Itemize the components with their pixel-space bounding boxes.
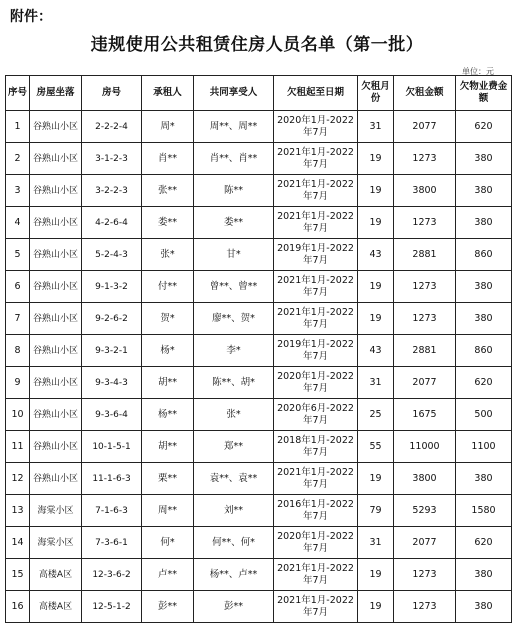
cell-co-beneficiary: 杨**、卢** bbox=[194, 559, 274, 591]
cell-index: 10 bbox=[6, 399, 30, 431]
cell-index: 12 bbox=[6, 463, 30, 495]
cell-room: 5-2-4-3 bbox=[82, 239, 142, 271]
table-row bbox=[6, 399, 512, 431]
cell-period: 2020年1月-2022年7月 bbox=[274, 111, 358, 143]
cell-tenant: 杨** bbox=[142, 399, 194, 431]
table-row bbox=[6, 527, 512, 559]
cell-co-beneficiary: 陈** bbox=[194, 175, 274, 207]
cell-co-beneficiary: 娄** bbox=[194, 207, 274, 239]
cell-months: 19 bbox=[358, 175, 394, 207]
cell-co-beneficiary: 陈**、胡* bbox=[194, 367, 274, 399]
cell-months: 31 bbox=[358, 527, 394, 559]
cell-fee-owed: 500 bbox=[456, 399, 512, 431]
cell-months: 19 bbox=[358, 271, 394, 303]
cell-location: 谷熟山小区 bbox=[30, 463, 82, 495]
cell-rent-owed: 1675 bbox=[394, 399, 456, 431]
cell-co-beneficiary: 彭** bbox=[194, 591, 274, 623]
column-header: 房号 bbox=[82, 76, 142, 111]
table-row bbox=[6, 239, 512, 271]
cell-co-beneficiary: 袁**、袁** bbox=[194, 463, 274, 495]
cell-rent-owed: 2077 bbox=[394, 111, 456, 143]
cell-index: 6 bbox=[6, 271, 30, 303]
cell-room: 10-1-5-1 bbox=[82, 431, 142, 463]
table-body bbox=[6, 111, 512, 623]
cell-months: 31 bbox=[358, 111, 394, 143]
cell-location: 谷熟山小区 bbox=[30, 111, 82, 143]
column-header: 序号 bbox=[6, 76, 30, 111]
cell-period: 2020年1月-2022年7月 bbox=[274, 367, 358, 399]
cell-period: 2016年1月-2022年7月 bbox=[274, 495, 358, 527]
cell-room: 9-3-6-4 bbox=[82, 399, 142, 431]
cell-location: 海棠小区 bbox=[30, 527, 82, 559]
cell-room: 11-1-6-3 bbox=[82, 463, 142, 495]
attachment-label: 附件： bbox=[10, 9, 52, 25]
cell-months: 43 bbox=[358, 335, 394, 367]
column-header: 欠物业费金额 bbox=[456, 76, 512, 111]
cell-fee-owed: 380 bbox=[456, 207, 512, 239]
cell-months: 19 bbox=[358, 143, 394, 175]
cell-tenant: 杨* bbox=[142, 335, 194, 367]
table-row bbox=[6, 207, 512, 239]
cell-tenant: 张** bbox=[142, 175, 194, 207]
cell-co-beneficiary: 肖**、肖** bbox=[194, 143, 274, 175]
cell-rent-owed: 3800 bbox=[394, 463, 456, 495]
cell-index: 2 bbox=[6, 143, 30, 175]
cell-room: 7-3-6-1 bbox=[82, 527, 142, 559]
cell-rent-owed: 1273 bbox=[394, 591, 456, 623]
table-row bbox=[6, 431, 512, 463]
cell-tenant: 周** bbox=[142, 495, 194, 527]
cell-tenant: 胡** bbox=[142, 367, 194, 399]
cell-room: 7-1-6-3 bbox=[82, 495, 142, 527]
page-title: 违规使用公共租赁住房人员名单（第一批） bbox=[90, 35, 424, 55]
cell-rent-owed: 5293 bbox=[394, 495, 456, 527]
cell-room: 3-2-2-3 bbox=[82, 175, 142, 207]
cell-fee-owed: 380 bbox=[456, 303, 512, 335]
cell-rent-owed: 1273 bbox=[394, 559, 456, 591]
cell-rent-owed: 2077 bbox=[394, 367, 456, 399]
cell-location: 谷熟山小区 bbox=[30, 143, 82, 175]
cell-room: 2-2-2-4 bbox=[82, 111, 142, 143]
cell-fee-owed: 380 bbox=[456, 143, 512, 175]
cell-rent-owed: 1273 bbox=[394, 207, 456, 239]
cell-index: 1 bbox=[6, 111, 30, 143]
cell-tenant: 张* bbox=[142, 239, 194, 271]
cell-rent-owed: 2881 bbox=[394, 239, 456, 271]
cell-months: 79 bbox=[358, 495, 394, 527]
cell-room: 12-3-6-2 bbox=[82, 559, 142, 591]
cell-period: 2021年1月-2022年7月 bbox=[274, 207, 358, 239]
cell-fee-owed: 620 bbox=[456, 527, 512, 559]
cell-period: 2021年1月-2022年7月 bbox=[274, 591, 358, 623]
cell-index: 7 bbox=[6, 303, 30, 335]
cell-index: 11 bbox=[6, 431, 30, 463]
cell-months: 31 bbox=[358, 367, 394, 399]
cell-room: 9-2-6-2 bbox=[82, 303, 142, 335]
cell-tenant: 周* bbox=[142, 111, 194, 143]
cell-co-beneficiary: 张* bbox=[194, 399, 274, 431]
cell-index: 3 bbox=[6, 175, 30, 207]
table-row bbox=[6, 335, 512, 367]
cell-index: 16 bbox=[6, 591, 30, 623]
cell-months: 19 bbox=[358, 207, 394, 239]
cell-months: 55 bbox=[358, 431, 394, 463]
cell-months: 19 bbox=[358, 303, 394, 335]
cell-index: 13 bbox=[6, 495, 30, 527]
cell-period: 2019年1月-2022年7月 bbox=[274, 335, 358, 367]
table-row bbox=[6, 111, 512, 143]
cell-period: 2020年1月-2022年7月 bbox=[274, 527, 358, 559]
column-header: 欠租金额 bbox=[394, 76, 456, 111]
cell-index: 5 bbox=[6, 239, 30, 271]
cell-co-beneficiary: 李* bbox=[194, 335, 274, 367]
cell-fee-owed: 380 bbox=[456, 463, 512, 495]
cell-months: 19 bbox=[358, 559, 394, 591]
cell-tenant: 彭** bbox=[142, 591, 194, 623]
cell-fee-owed: 1580 bbox=[456, 495, 512, 527]
cell-fee-owed: 860 bbox=[456, 239, 512, 271]
cell-tenant: 胡** bbox=[142, 431, 194, 463]
table-header-row bbox=[6, 76, 512, 111]
cell-room: 4-2-6-4 bbox=[82, 207, 142, 239]
column-header: 承租人 bbox=[142, 76, 194, 111]
cell-co-beneficiary: 周**、周** bbox=[194, 111, 274, 143]
cell-co-beneficiary: 刘** bbox=[194, 495, 274, 527]
cell-period: 2020年6月-2022年7月 bbox=[274, 399, 358, 431]
column-header: 共同享受人 bbox=[194, 76, 274, 111]
table-row bbox=[6, 559, 512, 591]
cell-fee-owed: 380 bbox=[456, 271, 512, 303]
cell-period: 2021年1月-2022年7月 bbox=[274, 143, 358, 175]
cell-tenant: 卢** bbox=[142, 559, 194, 591]
cell-rent-owed: 11000 bbox=[394, 431, 456, 463]
cell-fee-owed: 620 bbox=[456, 367, 512, 399]
cell-tenant: 付** bbox=[142, 271, 194, 303]
cell-index: 14 bbox=[6, 527, 30, 559]
cell-rent-owed: 1273 bbox=[394, 143, 456, 175]
cell-room: 12-5-1-2 bbox=[82, 591, 142, 623]
cell-location: 谷熟山小区 bbox=[30, 271, 82, 303]
cell-index: 15 bbox=[6, 559, 30, 591]
cell-location: 谷熟山小区 bbox=[30, 207, 82, 239]
cell-tenant: 何* bbox=[142, 527, 194, 559]
cell-room: 9-3-2-1 bbox=[82, 335, 142, 367]
cell-index: 8 bbox=[6, 335, 30, 367]
cell-room: 9-3-4-3 bbox=[82, 367, 142, 399]
cell-location: 谷熟山小区 bbox=[30, 303, 82, 335]
cell-co-beneficiary: 曾**、曾** bbox=[194, 271, 274, 303]
cell-index: 4 bbox=[6, 207, 30, 239]
cell-location: 谷熟山小区 bbox=[30, 175, 82, 207]
cell-fee-owed: 380 bbox=[456, 591, 512, 623]
cell-period: 2021年1月-2022年7月 bbox=[274, 463, 358, 495]
cell-rent-owed: 1273 bbox=[394, 271, 456, 303]
table-row bbox=[6, 367, 512, 399]
table-row bbox=[6, 591, 512, 623]
table-row bbox=[6, 175, 512, 207]
table-row bbox=[6, 143, 512, 175]
cell-period: 2018年1月-2022年7月 bbox=[274, 431, 358, 463]
cell-tenant: 娄** bbox=[142, 207, 194, 239]
cell-index: 9 bbox=[6, 367, 30, 399]
table-row bbox=[6, 463, 512, 495]
cell-rent-owed: 2077 bbox=[394, 527, 456, 559]
cell-period: 2021年1月-2022年7月 bbox=[274, 175, 358, 207]
cell-tenant: 贺* bbox=[142, 303, 194, 335]
cell-co-beneficiary: 郑** bbox=[194, 431, 274, 463]
column-header: 欠租月份 bbox=[358, 76, 394, 111]
cell-room: 9-1-3-2 bbox=[82, 271, 142, 303]
cell-room: 3-1-2-3 bbox=[82, 143, 142, 175]
cell-fee-owed: 860 bbox=[456, 335, 512, 367]
cell-location: 谷熟山小区 bbox=[30, 431, 82, 463]
cell-months: 19 bbox=[358, 591, 394, 623]
cell-tenant: 栗** bbox=[142, 463, 194, 495]
violators-table bbox=[5, 75, 512, 623]
unit-label: 单位：元 bbox=[462, 67, 494, 76]
cell-co-beneficiary: 何**、何* bbox=[194, 527, 274, 559]
column-header: 房屋坐落 bbox=[30, 76, 82, 111]
table-row bbox=[6, 303, 512, 335]
table-row bbox=[6, 495, 512, 527]
cell-period: 2021年1月-2022年7月 bbox=[274, 303, 358, 335]
cell-rent-owed: 3800 bbox=[394, 175, 456, 207]
cell-location: 高楼A区 bbox=[30, 591, 82, 623]
column-header: 欠租起至日期 bbox=[274, 76, 358, 111]
cell-location: 海棠小区 bbox=[30, 495, 82, 527]
cell-fee-owed: 1100 bbox=[456, 431, 512, 463]
cell-period: 2019年1月-2022年7月 bbox=[274, 239, 358, 271]
cell-location: 谷熟山小区 bbox=[30, 367, 82, 399]
cell-rent-owed: 2881 bbox=[394, 335, 456, 367]
cell-fee-owed: 620 bbox=[456, 111, 512, 143]
cell-months: 43 bbox=[358, 239, 394, 271]
cell-location: 谷熟山小区 bbox=[30, 335, 82, 367]
cell-co-beneficiary: 甘* bbox=[194, 239, 274, 271]
cell-location: 高楼A区 bbox=[30, 559, 82, 591]
cell-location: 谷熟山小区 bbox=[30, 399, 82, 431]
cell-months: 25 bbox=[358, 399, 394, 431]
table-row bbox=[6, 271, 512, 303]
cell-period: 2021年1月-2022年7月 bbox=[274, 271, 358, 303]
cell-fee-owed: 380 bbox=[456, 559, 512, 591]
cell-co-beneficiary: 廖**、贺* bbox=[194, 303, 274, 335]
cell-tenant: 肖** bbox=[142, 143, 194, 175]
cell-period: 2021年1月-2022年7月 bbox=[274, 559, 358, 591]
cell-location: 谷熟山小区 bbox=[30, 239, 82, 271]
cell-rent-owed: 1273 bbox=[394, 303, 456, 335]
cell-months: 19 bbox=[358, 463, 394, 495]
cell-fee-owed: 380 bbox=[456, 175, 512, 207]
